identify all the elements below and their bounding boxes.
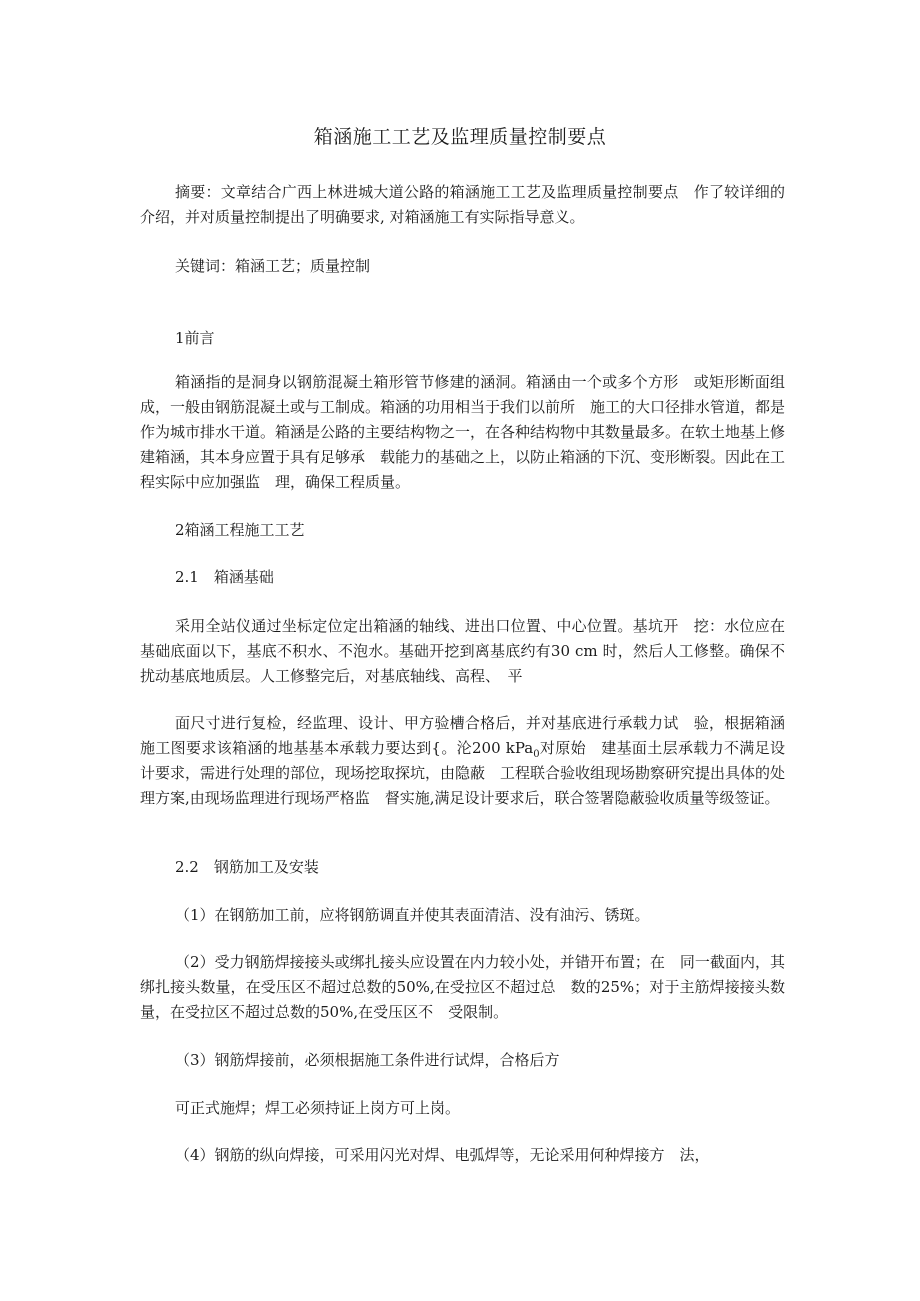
section-2-1-paragraph-2 (140, 711, 785, 811)
abstract-paragraph: 摘要：文章结合广西上林进城大道公路的箱涵施工工艺及监理质量控制要点 作了较详细的介绍，并对质量控制提出了明确要求, 对箱涵施工有实际指导意义。 (140, 183, 785, 226)
section-1-paragraph: 箱涵指的是洞身以钢筋混凝土箱形管节修建的涵洞。箱涵由一个或多个方形 或矩形断面组成，一般由钢筋混凝土或与工制成。箱涵的功用相当于我们以前所 施工的大口径排水管道，都是作为城市排水干道。箱涵是公路的主要结构物之一，在各种结构物中其数量最多。在软土地基上修建箱涵，其本身应置于具有足够承 载能力的基础之上，以防止箱涵的下沉、变形断裂。因此在工程实际中应加强监 理，确保工程质量。 (140, 373, 786, 491)
list-item-3: （3）钢筋焊接前，必须根据施工条件进行试焊，合格后方 (175, 1051, 560, 1069)
section-2-2-heading: 2.2 钢筋加工及安装 (175, 858, 319, 876)
document-title: 箱涵施工工艺及监理质量控制要点 (313, 126, 607, 148)
list-item-2: （2）受力钢筋焊接接头或绑扎接头应设置在内力较小处，并错开布置；在 同一截面内，其绑扎接头数量，在受压区不超过总数的50%,在受拉区不超过总 数的25%；对于主筋焊接接头数量，在受拉区不超过总数的50%,在受压区不 受限制。 (140, 953, 785, 1021)
paragraph-text-part: 面尺寸进行复检，经监理、设计、甲方验槽合格后，并对基底进行承载力试 验，根据箱涵施工图要求该箱涵的地基基本承载力要达到{。沦200 kPa (140, 714, 785, 757)
subscript-zero: 0 (533, 749, 540, 760)
list-item-3-continuation: 可正式施焊；焊工必须持证上岗方可上岗。 (175, 1099, 461, 1117)
keywords-line: 关键词：箱涵工艺；质量控制 (175, 257, 371, 275)
list-item-1: （1）在钢筋加工前，应将钢筋调直并使其表面清洁、没有油污、锈斑。 (175, 906, 650, 924)
section-1-heading: 1前言 (175, 329, 215, 347)
list-item-4: （4）钢筋的纵向焊接，可采用闪光对焊、电弧焊等，无论采用何种焊接方 法， (175, 1146, 710, 1164)
section-2-1-paragraph-1: 采用全站仪通过坐标定位定出箱涵的轴线、进出口位置、中心位置。基坑开 挖：水位应在基础底面以下，基底不积水、不泡水。基础开挖到离基底约有30 cm 时，然后人工修整。确保不扰动基底地质层。人工修整完后，对基底轴线、高程、 平 (140, 617, 785, 685)
section-2-heading: 2箱涵工程施工工艺 (175, 521, 305, 539)
section-2-1-heading: 2.1 箱涵基础 (175, 568, 274, 586)
paragraph-text-part: 对原始 建基面土层承载力不满足设计要求，需进行处理的部位，现场挖取探坑，由隐蔽 工程联合验收组现场勘察研究提出具体的处理方案,由现场监理进行现场严格监 督实施,满足设计要求后，联合签署隐蔽验收质量等级签证。 (140, 739, 786, 807)
